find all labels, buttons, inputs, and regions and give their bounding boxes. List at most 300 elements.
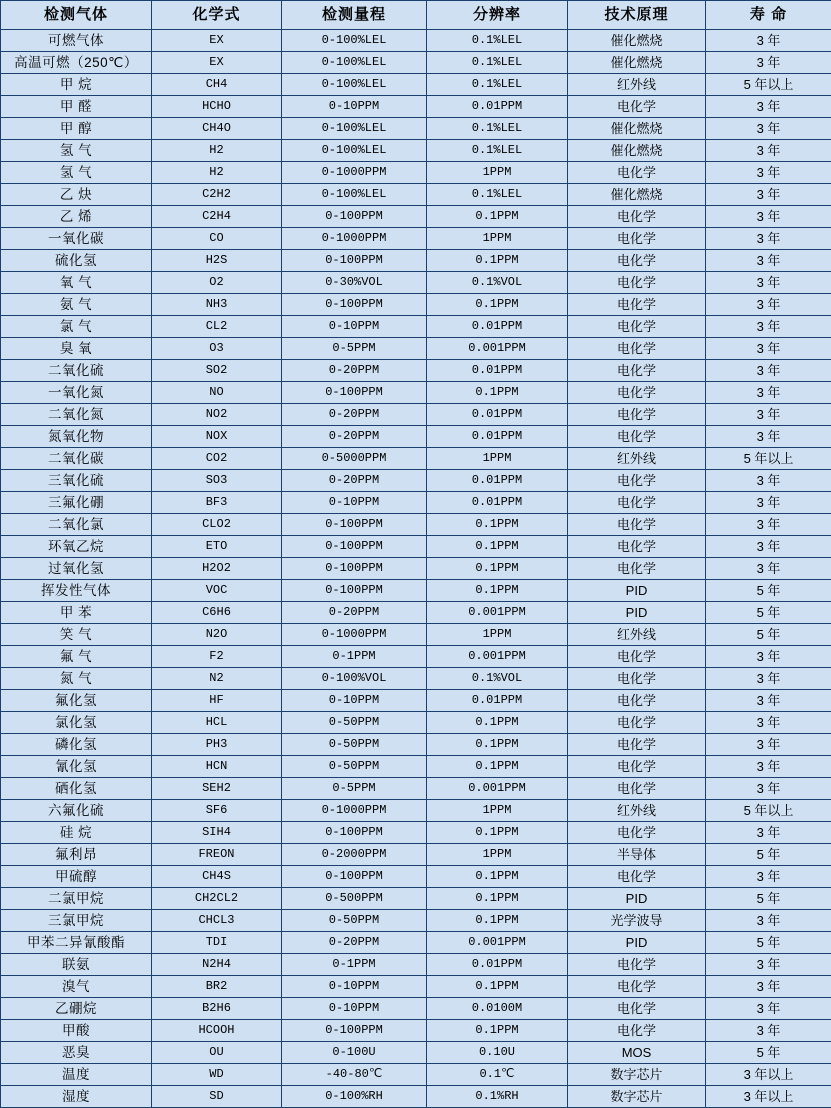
table-row [1,492,831,514]
cell-principle: 催化燃烧 [568,118,706,140]
cell-formula: HCHO [152,96,282,118]
cell-principle: 电化学 [568,404,706,426]
cell-gas: 乙 炔 [1,184,152,206]
cell-gas: 乙 烯 [1,206,152,228]
table-row [1,360,831,382]
cell-principle: 电化学 [568,976,706,998]
cell-resolution: 0.1PPM [427,910,568,932]
cell-formula: NO [152,382,282,404]
cell-principle: 数字芯片 [568,1064,706,1086]
cell-range: 0-100PPM [282,514,427,536]
cell-resolution: 0.1PPM [427,294,568,316]
cell-range: 0-100PPM [282,866,427,888]
cell-formula: CO2 [152,448,282,470]
table-row [1,712,831,734]
cell-gas: 甲 烷 [1,74,152,96]
cell-principle: PID [568,580,706,602]
table-row [1,646,831,668]
cell-gas: 磷化氢 [1,734,152,756]
cell-formula: HCOOH [152,1020,282,1042]
table-row [1,338,831,360]
cell-resolution: 0.0100M [427,998,568,1020]
cell-formula: WD [152,1064,282,1086]
cell-lifetime: 3 年 [706,140,831,162]
cell-principle: 数字芯片 [568,1086,706,1108]
cell-principle: 光学波导 [568,910,706,932]
cell-formula: H2S [152,250,282,272]
table-row [1,800,831,822]
cell-formula: SEH2 [152,778,282,800]
cell-principle: 电化学 [568,646,706,668]
cell-resolution: 0.1PPM [427,712,568,734]
cell-resolution: 0.1PPM [427,734,568,756]
cell-range: 0-100PPM [282,206,427,228]
cell-principle: 催化燃烧 [568,52,706,74]
cell-lifetime: 3 年 [706,382,831,404]
table-row [1,866,831,888]
cell-resolution: 0.001PPM [427,602,568,624]
cell-resolution: 0.01PPM [427,404,568,426]
table-body [1,30,831,1108]
cell-formula: SF6 [152,800,282,822]
cell-formula: EX [152,52,282,74]
cell-gas: 氨 气 [1,294,152,316]
cell-gas: 三氧化硫 [1,470,152,492]
cell-gas: 二氧化氮 [1,404,152,426]
cell-resolution: 0.1PPM [427,756,568,778]
cell-range: 0-50PPM [282,756,427,778]
cell-range: 0-10PPM [282,976,427,998]
cell-gas: 氧 气 [1,272,152,294]
cell-resolution: 0.01PPM [427,492,568,514]
cell-resolution: 0.1%VOL [427,668,568,690]
cell-range: 0-5PPM [282,338,427,360]
cell-formula: C2H2 [152,184,282,206]
cell-lifetime: 5 年 [706,844,831,866]
cell-resolution: 1PPM [427,448,568,470]
table-row [1,184,831,206]
cell-lifetime: 3 年 [706,360,831,382]
cell-principle: 电化学 [568,294,706,316]
cell-formula: O3 [152,338,282,360]
cell-lifetime: 3 年 [706,866,831,888]
table-row [1,272,831,294]
table-row [1,30,831,52]
cell-range: 0-100U [282,1042,427,1064]
column-header-formula: 化学式 [152,1,282,30]
cell-lifetime: 3 年 [706,1020,831,1042]
cell-principle: MOS [568,1042,706,1064]
cell-lifetime: 5 年以上 [706,800,831,822]
table-row [1,536,831,558]
cell-principle: 电化学 [568,206,706,228]
cell-gas: 温度 [1,1064,152,1086]
cell-resolution: 1PPM [427,162,568,184]
cell-principle: 催化燃烧 [568,140,706,162]
table-row [1,382,831,404]
cell-resolution: 0.1%LEL [427,184,568,206]
cell-resolution: 0.01PPM [427,360,568,382]
cell-resolution: 0.1PPM [427,822,568,844]
cell-principle: 电化学 [568,712,706,734]
cell-range: 0-50PPM [282,910,427,932]
cell-gas: 挥发性气体 [1,580,152,602]
cell-resolution: 0.1%LEL [427,30,568,52]
table-row [1,316,831,338]
cell-range: 0-100PPM [282,382,427,404]
table-row [1,294,831,316]
cell-resolution: 0.1PPM [427,888,568,910]
cell-principle: 电化学 [568,690,706,712]
table-row [1,954,831,976]
cell-lifetime: 3 年 [706,646,831,668]
cell-range: 0-1000PPM [282,800,427,822]
cell-lifetime: 3 年 [706,250,831,272]
cell-formula: FREON [152,844,282,866]
cell-resolution: 0.01PPM [427,426,568,448]
cell-lifetime: 3 年 [706,338,831,360]
cell-principle: 电化学 [568,96,706,118]
cell-lifetime: 3 年 [706,294,831,316]
cell-range: 0-1000PPM [282,228,427,250]
cell-formula: CH2CL2 [152,888,282,910]
cell-gas: 乙硼烷 [1,998,152,1020]
table-row [1,404,831,426]
cell-range: 0-5000PPM [282,448,427,470]
cell-gas: 甲苯二异氰酸酯 [1,932,152,954]
cell-gas: 环氧乙烷 [1,536,152,558]
cell-lifetime: 3 年 [706,998,831,1020]
cell-resolution: 0.1%LEL [427,74,568,96]
cell-lifetime: 3 年 [706,96,831,118]
cell-principle: 电化学 [568,558,706,580]
cell-formula: N2O [152,624,282,646]
table-row [1,822,831,844]
cell-range: 0-500PPM [282,888,427,910]
table-row [1,690,831,712]
cell-formula: NOX [152,426,282,448]
column-header-resolution: 分辨率 [427,1,568,30]
cell-lifetime: 5 年 [706,1042,831,1064]
cell-gas: 一氧化氮 [1,382,152,404]
cell-lifetime: 5 年 [706,932,831,954]
cell-lifetime: 3 年 [706,668,831,690]
cell-lifetime: 5 年 [706,580,831,602]
cell-resolution: 0.1%LEL [427,52,568,74]
cell-resolution: 0.01PPM [427,316,568,338]
cell-formula: SIH4 [152,822,282,844]
cell-range: 0-100%LEL [282,140,427,162]
cell-principle: 电化学 [568,734,706,756]
cell-range: 0-10PPM [282,492,427,514]
table-row [1,888,831,910]
cell-principle: 电化学 [568,756,706,778]
cell-range: 0-50PPM [282,712,427,734]
cell-lifetime: 3 年 [706,910,831,932]
cell-gas: 臭 氧 [1,338,152,360]
cell-range: 0-20PPM [282,426,427,448]
cell-principle: 红外线 [568,800,706,822]
cell-gas: 恶臭 [1,1042,152,1064]
cell-range: 0-100%LEL [282,30,427,52]
cell-formula: HCL [152,712,282,734]
cell-formula: H2 [152,140,282,162]
cell-gas: 氮 气 [1,668,152,690]
cell-formula: BR2 [152,976,282,998]
cell-formula: N2 [152,668,282,690]
cell-principle: 红外线 [568,74,706,96]
table-row [1,1042,831,1064]
cell-formula: PH3 [152,734,282,756]
table-row [1,470,831,492]
cell-lifetime: 3 年 [706,316,831,338]
table-row [1,514,831,536]
cell-principle: 电化学 [568,470,706,492]
table-row [1,668,831,690]
cell-resolution: 0.01PPM [427,954,568,976]
cell-resolution: 0.1PPM [427,976,568,998]
cell-range: 0-100PPM [282,558,427,580]
cell-lifetime: 3 年 [706,228,831,250]
table-row [1,250,831,272]
table-row [1,96,831,118]
cell-principle: 电化学 [568,382,706,404]
cell-range: 0-10PPM [282,690,427,712]
cell-range: 0-100PPM [282,580,427,602]
column-header-lifetime: 寿 命 [706,1,831,30]
cell-principle: 电化学 [568,360,706,382]
cell-range: 0-1PPM [282,954,427,976]
cell-gas: 硫化氢 [1,250,152,272]
cell-gas: 氟利昂 [1,844,152,866]
table-header-row [1,1,831,30]
cell-range: 0-10PPM [282,96,427,118]
cell-gas: 湿度 [1,1086,152,1108]
cell-lifetime: 5 年以上 [706,74,831,96]
cell-principle: 电化学 [568,536,706,558]
cell-range: 0-20PPM [282,470,427,492]
table-row [1,118,831,140]
cell-range: 0-20PPM [282,360,427,382]
cell-principle: 电化学 [568,316,706,338]
cell-gas: 氰化氢 [1,756,152,778]
table-row [1,1086,831,1108]
cell-principle: 电化学 [568,822,706,844]
cell-range: 0-20PPM [282,404,427,426]
cell-gas: 二氧化碳 [1,448,152,470]
cell-resolution: 0.1PPM [427,250,568,272]
cell-resolution: 0.001PPM [427,778,568,800]
cell-range: 0-20PPM [282,602,427,624]
cell-gas: 高温可燃（250℃） [1,52,152,74]
cell-resolution: 0.1%VOL [427,272,568,294]
cell-formula: VOC [152,580,282,602]
cell-lifetime: 3 年 [706,30,831,52]
cell-formula: SD [152,1086,282,1108]
table-row [1,448,831,470]
cell-formula: O2 [152,272,282,294]
cell-resolution: 0.1PPM [427,382,568,404]
cell-range: 0-100%LEL [282,52,427,74]
table-row [1,844,831,866]
cell-formula: HCN [152,756,282,778]
cell-lifetime: 3 年 [706,734,831,756]
cell-gas: 笑 气 [1,624,152,646]
cell-formula: ETO [152,536,282,558]
cell-gas: 溴气 [1,976,152,998]
cell-principle: 电化学 [568,514,706,536]
cell-principle: 电化学 [568,668,706,690]
cell-principle: 催化燃烧 [568,184,706,206]
cell-formula: CH4O [152,118,282,140]
table-row [1,910,831,932]
cell-resolution: 1PPM [427,844,568,866]
cell-resolution: 0.1PPM [427,580,568,602]
cell-resolution: 0.001PPM [427,646,568,668]
cell-formula: CL2 [152,316,282,338]
cell-gas: 联氨 [1,954,152,976]
cell-gas: 三氯甲烷 [1,910,152,932]
cell-formula: H2 [152,162,282,184]
table-row [1,140,831,162]
cell-range: 0-100%VOL [282,668,427,690]
cell-formula: H2O2 [152,558,282,580]
cell-principle: 红外线 [568,448,706,470]
cell-gas: 六氟化硫 [1,800,152,822]
cell-formula: HF [152,690,282,712]
cell-resolution: 0.1%LEL [427,140,568,162]
cell-formula: CO [152,228,282,250]
column-header-range: 检测量程 [282,1,427,30]
cell-gas: 一氧化碳 [1,228,152,250]
cell-principle: PID [568,888,706,910]
table-row [1,624,831,646]
cell-principle: 电化学 [568,954,706,976]
cell-resolution: 0.01PPM [427,470,568,492]
table-row [1,580,831,602]
cell-resolution: 0.1PPM [427,558,568,580]
table-row [1,602,831,624]
cell-gas: 硅 烷 [1,822,152,844]
cell-range: 0-100%LEL [282,184,427,206]
cell-range: 0-2000PPM [282,844,427,866]
cell-principle: PID [568,932,706,954]
cell-lifetime: 5 年 [706,602,831,624]
cell-formula: TDI [152,932,282,954]
cell-principle: 电化学 [568,272,706,294]
cell-resolution: 0.001PPM [427,932,568,954]
table-row [1,932,831,954]
cell-resolution: 0.1%LEL [427,118,568,140]
cell-range: 0-100%LEL [282,74,427,96]
cell-lifetime: 5 年以上 [706,448,831,470]
cell-gas: 二氧化硫 [1,360,152,382]
cell-resolution: 0.001PPM [427,338,568,360]
cell-resolution: 0.1PPM [427,1020,568,1042]
cell-formula: CHCL3 [152,910,282,932]
cell-lifetime: 3 年 [706,404,831,426]
cell-gas: 二氯甲烷 [1,888,152,910]
cell-gas: 氮氧化物 [1,426,152,448]
cell-lifetime: 5 年 [706,624,831,646]
cell-gas: 甲 苯 [1,602,152,624]
cell-range: 0-10PPM [282,316,427,338]
table-row [1,426,831,448]
cell-resolution: 0.1PPM [427,206,568,228]
table-row [1,998,831,1020]
cell-resolution: 0.01PPM [427,96,568,118]
cell-lifetime: 3 年 [706,118,831,140]
cell-formula: SO2 [152,360,282,382]
cell-range: 0-100PPM [282,822,427,844]
cell-formula: OU [152,1042,282,1064]
table-row [1,734,831,756]
cell-formula: CLO2 [152,514,282,536]
cell-gas: 甲酸 [1,1020,152,1042]
cell-resolution: 0.01PPM [427,690,568,712]
cell-range: 0-100PPM [282,294,427,316]
cell-range: 0-100PPM [282,536,427,558]
cell-principle: PID [568,602,706,624]
cell-principle: 催化燃烧 [568,30,706,52]
cell-range: 0-1PPM [282,646,427,668]
cell-formula: NH3 [152,294,282,316]
cell-principle: 电化学 [568,338,706,360]
cell-gas: 可燃气体 [1,30,152,52]
cell-gas: 硒化氢 [1,778,152,800]
cell-range: 0-1000PPM [282,624,427,646]
table-row [1,52,831,74]
cell-principle: 电化学 [568,250,706,272]
cell-range: 0-100PPM [282,1020,427,1042]
cell-lifetime: 3 年以上 [706,1086,831,1108]
cell-resolution: 0.1℃ [427,1064,568,1086]
cell-range: 0-5PPM [282,778,427,800]
cell-resolution: 0.1PPM [427,536,568,558]
cell-formula: EX [152,30,282,52]
cell-range: 0-100PPM [282,250,427,272]
cell-principle: 半导体 [568,844,706,866]
cell-gas: 氯 气 [1,316,152,338]
cell-gas: 二氧化氯 [1,514,152,536]
cell-lifetime: 3 年 [706,162,831,184]
cell-lifetime: 3 年 [706,52,831,74]
cell-formula: B2H6 [152,998,282,1020]
table-row [1,756,831,778]
cell-lifetime: 3 年 [706,492,831,514]
cell-resolution: 0.1PPM [427,866,568,888]
cell-lifetime: 3 年 [706,690,831,712]
cell-lifetime: 3 年 [706,558,831,580]
cell-lifetime: 3 年 [706,778,831,800]
cell-range: 0-100%LEL [282,118,427,140]
cell-formula: C2H4 [152,206,282,228]
cell-range: -40-80℃ [282,1064,427,1086]
cell-principle: 电化学 [568,162,706,184]
cell-formula: CH4S [152,866,282,888]
cell-principle: 电化学 [568,492,706,514]
cell-lifetime: 3 年 [706,712,831,734]
cell-range: 0-100%RH [282,1086,427,1108]
column-header-principle: 技术原理 [568,1,706,30]
cell-gas: 甲 醇 [1,118,152,140]
cell-lifetime: 3 年 [706,976,831,998]
cell-lifetime: 3 年以上 [706,1064,831,1086]
cell-principle: 电化学 [568,228,706,250]
cell-resolution: 0.1%RH [427,1086,568,1108]
table-row [1,228,831,250]
cell-gas: 氟 气 [1,646,152,668]
